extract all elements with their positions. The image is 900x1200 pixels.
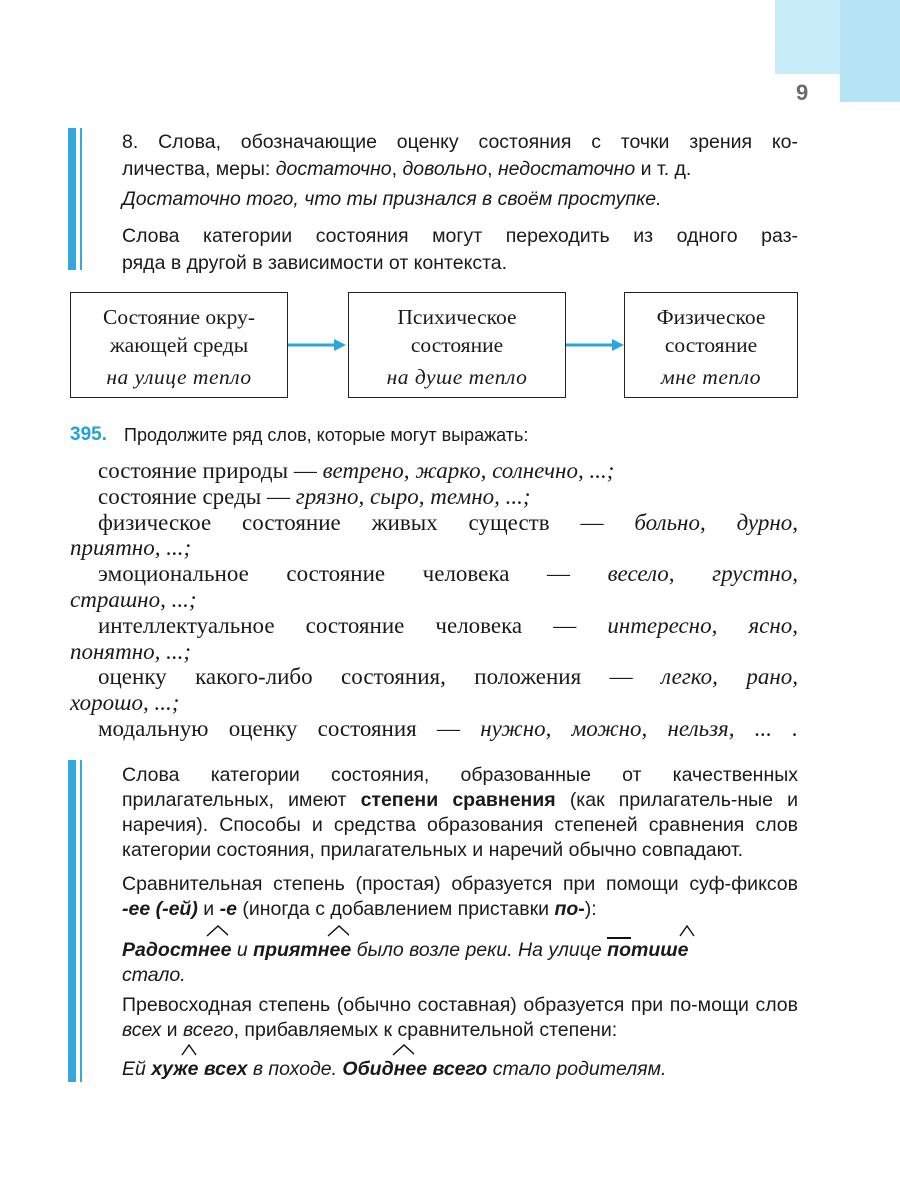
morpheme-word: приятнее bbox=[253, 939, 351, 961]
rule-paragraph: Слова категории состояния, образованные от качественных прилагательных, имеют степени сравнения (как прилагатель-ные и наречия). Способы и средства образования степеней сравнения слов категории состояния, прилагательных и наречий обычно совпадают. bbox=[122, 764, 798, 861]
page-number: 9 bbox=[796, 80, 809, 105]
page-corner-tab bbox=[840, 0, 900, 102]
rule-paragraph: Сравнительная степень (простая) образуется при помощи суф-фиксов -ее (-ей) и -е (иногда с добавлением приставки по-): bbox=[122, 873, 798, 920]
morpheme-word: Обиднее bbox=[342, 1058, 427, 1080]
paragraph-line: 8. Слова, обозначающие оценку состояния с точки зрения ко- bbox=[122, 131, 798, 153]
rule-section bbox=[122, 763, 798, 1082]
arrow-right-icon bbox=[566, 337, 626, 353]
rule-paragraph: Превосходная степень (обычно составная) образуется при по-мощи слов всех и всего, прибавляемых к сравнительной степени: bbox=[122, 994, 798, 1041]
morpheme-word: потише bbox=[607, 939, 688, 961]
example-sentence: Радостнее и приятнее было возле реки. На улице потише стало. bbox=[122, 938, 798, 988]
list-item-continued: страшно, ...; bbox=[70, 586, 197, 612]
suffix-arc-icon bbox=[327, 925, 349, 937]
section-state-quantity bbox=[122, 129, 798, 277]
list-item: эмоциональное состояние человека — весело, грустно, bbox=[98, 561, 798, 587]
list-item: физическое состояние живых существ — больно, дурно, bbox=[98, 509, 798, 535]
diagram-box-environment: Состояние окру- жающей среды на улице тепло bbox=[70, 292, 288, 398]
morpheme-word: Радостнее bbox=[122, 939, 231, 961]
example-sentence: Достаточно того, что ты признался в своём проступке. bbox=[122, 188, 662, 210]
arrow-right-icon bbox=[288, 337, 348, 353]
list-item: оценку какого-либо состояния, положения — легко, рано, bbox=[98, 664, 799, 690]
prefix-mark: по bbox=[607, 939, 631, 961]
list-item-continued: хорошо, ...; bbox=[70, 690, 180, 716]
suffix-arc-icon bbox=[181, 1044, 203, 1056]
diagram-box-physical: Физическое состояние мне тепло bbox=[624, 292, 798, 398]
rule-bar-thin bbox=[80, 760, 82, 1082]
suffix-arc-icon bbox=[392, 1044, 414, 1056]
list-item: модальную оценку состояния — нужно, можно, нельзя, ... . bbox=[98, 715, 798, 741]
list-item: интеллектуальное состояние человека — интересно, ясно, bbox=[98, 612, 798, 638]
suffix-arc-icon bbox=[206, 925, 228, 937]
list-item: состояние природы — ветрено, жарко, солнечно, ...; bbox=[98, 458, 615, 483]
suffix-arc-icon bbox=[679, 925, 701, 937]
task-number: 395. bbox=[70, 424, 107, 445]
task-list bbox=[70, 458, 798, 742]
task-instruction: Продолжите ряд слов, которые могут выражать: bbox=[124, 425, 529, 445]
list-item-continued: понятно, ...; bbox=[70, 638, 192, 664]
rule-bar bbox=[68, 128, 76, 270]
paragraph-line: личества, меры: достаточно, довольно, недостаточно и т. д. bbox=[122, 158, 692, 180]
list-item-continued: приятно, ...; bbox=[70, 535, 192, 561]
paragraph-line: ряда в другой в зависимости от контекста. bbox=[122, 252, 508, 274]
list-item: состояние среды — грязно, сыро, темно, ...; bbox=[98, 483, 531, 509]
example-sentence: Ей хуже всех в походе. Обиднее всего стало родителям. bbox=[122, 1057, 798, 1082]
rule-bar-thin bbox=[80, 128, 82, 270]
rule-bar bbox=[68, 760, 76, 1082]
diagram-box-psychic: Психическое состояние на душе тепло bbox=[348, 292, 566, 398]
morpheme-word: хуже bbox=[151, 1058, 198, 1080]
paragraph-line: Слова категории состояния могут переходить из одного раз- bbox=[122, 225, 798, 247]
